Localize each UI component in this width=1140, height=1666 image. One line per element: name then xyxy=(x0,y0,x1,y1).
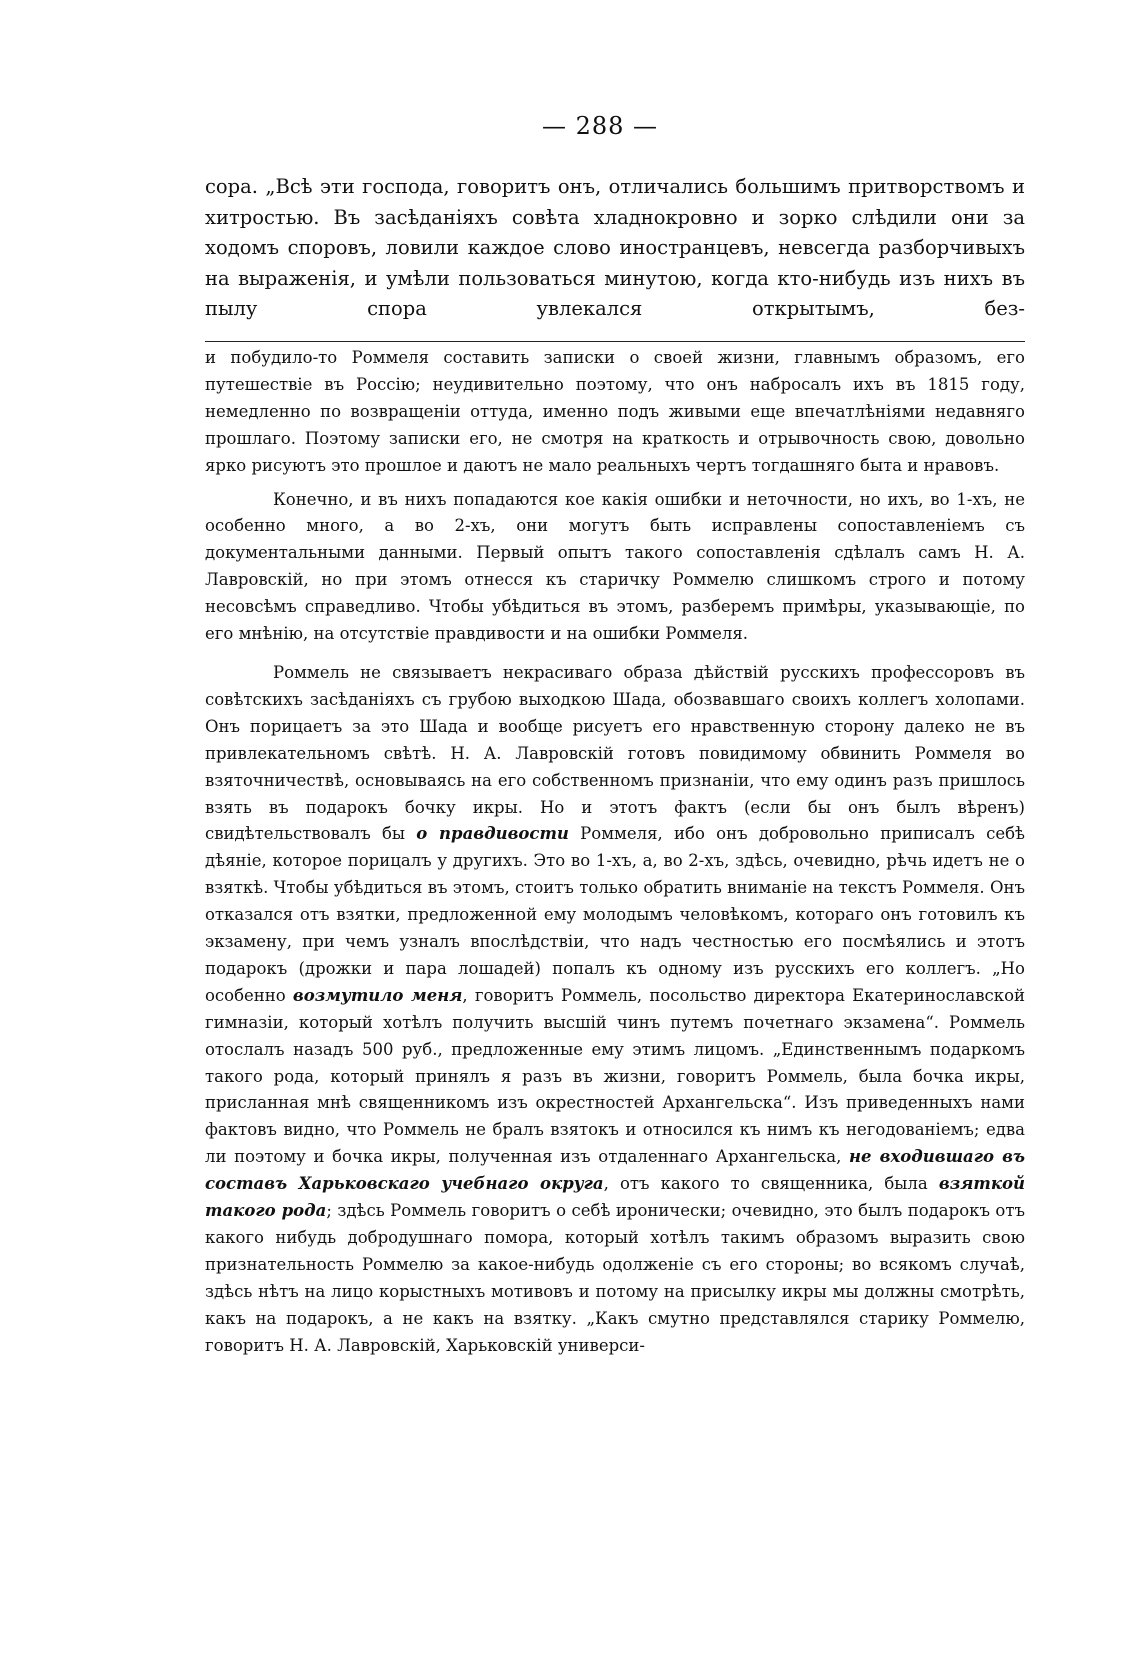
footnote-paragraph xyxy=(205,487,1025,648)
text-segment: ; здѣсь Роммель говоритъ о себѣ иронически; очевидно, это былъ подарокъ отъ какого нибудь добродушнаго помора, который хотѣлъ такимъ образомъ выразить свою признательность Роммелю за какое-нибудь одолженіе съ его стороны; во всякомъ случаѣ, здѣсь нѣтъ на лицо корыстныхъ мотивовъ и потому на присылку икры мы должны смотрѣть, какъ на подарокъ, а не какъ на взятку. „Какъ смутно представлялся старику Роммелю, говоритъ Н. А. Лавровскій, Харьковскій универси- xyxy=(205,1201,1025,1355)
main-text-block xyxy=(205,172,1025,325)
emphasized-text: о правдивости xyxy=(416,824,569,844)
emphasized-text: не входившаго въ составъ Харьковскаго учебнаго округа xyxy=(205,1147,1025,1194)
text-segment: Роммеля, ибо онъ добровольно приписалъ себѣ дѣяніе, которое порицалъ у другихъ. Это во 1-хъ, а, во 2-хъ, здѣсь, очевидно, рѣчь идетъ не о взяткѣ. Чтобы убѣдиться въ этомъ, стоитъ только обратить вниманіе на текстъ Роммеля. Онъ отказался отъ взятки, предложенной ему молодымъ человѣкомъ, котораго онъ готовилъ къ экзамену, при чемъ узналъ впослѣдствіи, что надъ честностью его посмѣялись и этотъ подарокъ (дрожки и пара лошадей) попалъ къ одному изъ русскихъ его коллегъ. „Но особенно xyxy=(205,824,1026,1005)
text-segment: и побудило-то Роммеля составить записки о своей жизни, главнымъ образомъ, его путешествіе въ Россію; неудивительно поэтому, что онъ набросалъ ихъ въ 1815 году, немедленно по возвращеніи оттуда, именно подъ живыми еще впечатлѣніями недавняго прошлаго. Поэтому записки его, не смотря на краткость и отрывочность свою, довольно ярко рисуютъ это прошлое и даютъ не мало реальныхъ чертъ тогдашняго быта и нравовъ. xyxy=(205,348,1025,475)
emphasized-text: взяткой такого рода xyxy=(205,1174,1025,1221)
text-segment: Роммель не связываетъ некрасиваго образа дѣйствій русскихъ профессоровъ въ совѣтскихъ засѣданіяхъ съ грубою выходкою Шада, обозвавшаго своихъ коллегъ холопами. Онъ порицаетъ за это Шада и вообще рисуетъ его нравственную сторону далеко не въ привлекательномъ свѣтѣ. Н. А. Лавровскій готовъ повидимому обвинить Роммеля во взяточничествѣ, основываясь на его собственномъ признаніи, что ему одинъ разъ пришлось взять въ подарокъ бочку икры. Но и этотъ фактъ (если бы онъ былъ вѣренъ) свидѣтельствовалъ бы xyxy=(205,662,1025,844)
footnote-paragraph xyxy=(205,660,1025,1360)
text-segment: Конечно, и въ нихъ попадаются кое какія ошибки и неточности, но ихъ, во 1-хъ, не особенно много, а во 2-хъ, они могутъ быть исправлены сопоставленіемъ съ документальными данными. Первый опытъ такого сопоставленія сдѣлалъ самъ Н. А. Лавровскій, но при этомъ отнесся къ старичку Роммелю слишкомъ строго и потому несовсѣмъ справедливо. Чтобы убѣдиться въ этомъ, разберемъ примѣры, указывающіе, по его мнѣнію, на отсутствіе правдивости и на ошибки Роммеля. xyxy=(205,489,1025,644)
text-segment: , говоритъ Роммель, посольство директора Екатеринославской гимназіи, который хотѣлъ получить высшій чинъ путемъ почетнаго экзамена“. Роммель отослалъ назадъ 500 руб., предложенные ему этимъ лицомъ. „Единственнымъ подаркомъ такого рода, который принялъ я разъ въ жизни, говоритъ Роммель, была бочка икры, присланная мнѣ священникомъ изъ окрестностей Архангельска“. Изъ приведенныхъ нами фактовъ видно, что Роммель не бралъ взятокъ и относился къ нимъ къ негодованіемъ; едва ли поэтому и бочка икры, полученная изъ отдаленнаго Архангельска, xyxy=(205,985,1026,1167)
text-segment: , отъ какого то священника, была xyxy=(603,1174,939,1194)
footnote-divider xyxy=(205,341,1025,342)
footnote-paragraph xyxy=(205,345,1025,480)
footnote-block xyxy=(205,345,1025,1360)
main-text: сора. „Всѣ эти господа, говоритъ онъ, отличались большимъ притворствомъ и хитростью. Въ засѣданіяхъ совѣта хладнокровно и зорко слѣдили они за ходомъ споровъ, ловили каждое слово иностранцевъ, невсегда разборчивыхъ на выраженія, и умѣли пользоваться минутою, когда кто-нибудь изъ нихъ въ пылу спора увлекался открытымъ, без- xyxy=(205,175,1025,320)
page-number: — 288 — xyxy=(541,112,659,140)
emphasized-text: возмутило меня xyxy=(292,985,463,1005)
